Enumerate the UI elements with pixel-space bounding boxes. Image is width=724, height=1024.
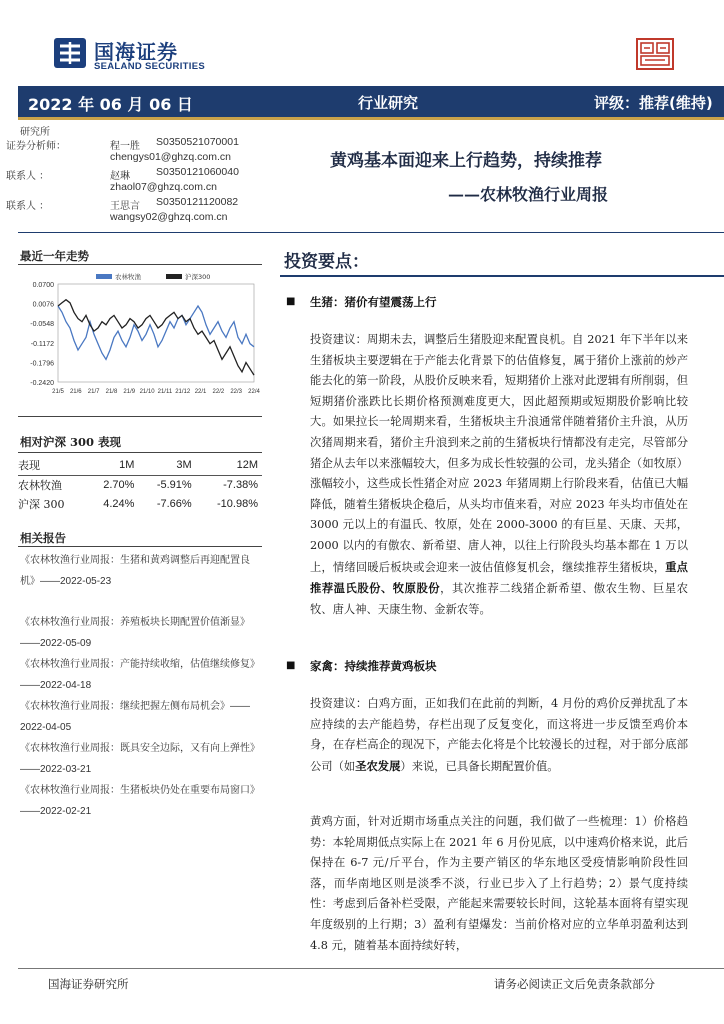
section-divider [280,275,724,277]
perf-divider [18,452,262,453]
logo-mark-icon [52,36,88,70]
series-line-agriculture [58,306,254,359]
report-link-text: 《农林牧渔行业周报：产能持续收缩，估值继续修复》 [20,659,260,670]
legend-swatch [166,274,182,279]
table-cell: -7.66% [156,497,192,510]
analyst-code: S0350121060040 [156,166,239,178]
x-tick-label: 21/12 [175,389,191,395]
analyst-name: 程一胜 [110,141,140,152]
table-header-cell: 3M [138,456,195,475]
report-rating: 评级：推荐(维持) [594,94,713,112]
x-tick-label: 21/6 [69,389,82,395]
bullet-square-icon: ■ [286,660,296,671]
poultry-paragraph-tail: ）来说，已具备长期配置价值。 [400,759,559,773]
table-header-row [18,456,262,475]
table-cell: 沪深 300 [18,497,65,511]
table-header-cell: 1M [87,456,139,475]
report-link[interactable] [20,612,264,654]
company-logo [52,36,207,74]
legend-label: 沪深300 [185,273,211,281]
x-tick-label: 21/8 [105,389,118,395]
table-cell: -5.91% [156,478,192,491]
pig-heading: 生猪：猪价有望震荡上行 [310,295,437,309]
pig-paragraph-tail: ，其次推荐二线猪企新希望、傲农生物、巨星农牧、唐人神、天康生物、金新农等。 [310,582,688,616]
footer-disclaimer: 请务必阅读正文后免责条款部分 [494,977,655,991]
header-divider [18,232,724,233]
analyst-email: zhaol07@ghzq.com.cn [110,181,217,193]
analyst-role: 联系人 ： [6,201,50,212]
y-tick-label: -0.0548 [30,321,54,329]
x-tick-label: 22/4 [248,389,260,395]
performance-table [18,456,262,513]
report-title: 黄鸡基本面迎来上行趋势，持续推荐 [330,151,602,171]
analyst-role: 证券分析师： [6,141,66,152]
poultry-paragraph-1 [310,694,688,777]
legend-swatch [96,274,112,279]
x-tick-label: 22/3 [230,389,243,395]
y-tick-label: 0.0700 [32,282,54,289]
analyst-email: wangsy02@ghzq.com.cn [110,211,228,223]
header-banner [18,86,724,120]
trend-title: 最近一年走势 [20,249,89,263]
footer-divider [18,968,724,969]
report-link[interactable] [20,550,264,592]
poultry-paragraph-bold: 圣农发展 [355,758,401,773]
report-date: 2022 年 06 月 06 日 [28,95,193,114]
report-link-text: 《农林牧渔行业周报：既具安全边际，又有向上弹性》 [20,743,260,754]
x-tick-label: 22/2 [212,389,225,395]
y-tick-label: 0.0076 [32,301,54,309]
analyst-name: 赵琳 [110,171,130,182]
bullet-square-icon: ■ [286,296,296,307]
x-tick-label: 21/10 [139,389,155,395]
report-link-text: 《农林牧渔行业周报：生猪和黄鸡调整后再迎配置良机》 [20,555,250,587]
pig-paragraph-text: 投资建议：周期未去，调整后生猪股迎来配置良机。自 2021 年下半年以来生猪板块主要逻辑在于产能去化背景下的估值修复，属于猪价上涨前的炒产能去化的第一阶段，从股价反映来看，短期猪价上涨对此逻辑有所削弱，但短期猪价涨跌比长期价格预测难度更大，因此超预期或短期股价影响比较大。如果拉长一轮周期来看，生猪板块主升浪通常伴随着猪价主升浪，从历次猪周期来看，猪价主升浪到来之前的生猪板块行情都没有走完，尽管部分猪企从去年以来涨幅较大，但多为成长性较强的公司，龙头猪企（如牧原）涨幅较小，这些成长性猪企对应 2023 年猪周期上行阶段来看，估值已大幅降低，随着生猪板块企稳后，从头均市值来看，对应 2023 年头均市值处在 3000 元以上的有温氏、牧原，处在 2000-3000 的有巨星、天康、天邦，2000 以内的有傲农、新希望、唐人神，以往上行阶段头均基本都在 1 万以上，情绪回暖后板块或会迎来一波估值修复机会，继续推荐生猪板块， [310,333,688,574]
reports-title: 相关报告 [20,531,66,545]
report-link[interactable] [20,738,264,780]
report-subtitle: ——农林牧渔行业周报 [448,185,609,204]
x-tick-label: 21/7 [87,389,100,395]
analyst-email: chengys01@ghzq.com.cn [110,151,231,163]
report-link[interactable] [20,696,264,738]
section-title: 投资要点： [284,252,369,272]
analyst-role: 联系人 ： [6,171,50,182]
footer-left: 国海证券研究所 [48,977,129,991]
table-row [18,494,262,513]
x-tick-label: 22/1 [194,389,207,395]
pig-paragraph-bold: 重点推荐温氏股份、牧原股份 [310,559,688,596]
pig-paragraph [310,330,688,620]
chart-bottom-divider [18,416,262,417]
report-link[interactable] [20,780,264,822]
trend-divider [18,264,262,265]
report-link-text: 《农林牧渔行业周报：养殖板块长期配置价值渐显》 [20,617,250,628]
logo-text-cn: 国海证券 [94,40,178,64]
research-stamp-icon [636,38,674,70]
x-tick-label: 21/9 [123,389,136,395]
poultry-paragraph-2: 黄鸡方面，针对近期市场重点关注的问题，我们做了一些梳理：1）价格趋势：本轮周期低点实际上在 2021 年 6 月份见底，以中速鸡价格来说，此后保持在 6-7 元/斤平台，作为主要产销区的华东地区受疫情影响阶段性回落，而华南地区则是淡季不淡，行业已步入了上行趋势；2）景气度持续性：考虑到后备补栏受限，产能起来需要较长时间，这轮基本面将有望实现年度级别的上行期；3）盈利有望爆发：当前价格对应的立华单羽盈利达到 4.8 元，随着基本面持续好转， [310,815,688,952]
y-tick-label: -0.1796 [30,360,54,368]
table-cell: -10.98% [217,497,258,510]
report-link-date: ——2022-05-09 [20,638,92,649]
series-line-hs300 [58,300,254,375]
report-link-date: ——2022-04-05 [20,701,250,733]
trend-chart [18,268,262,398]
institute-label: 研究所 [20,127,50,138]
table-header-cell: 12M [196,456,262,475]
report-link-date: ——2022-05-23 [40,576,112,587]
poultry-heading: 家禽：持续推荐黄鸡板块 [310,659,437,673]
report-link-text: 《农林牧渔行业周报：继续把握左侧布局机会》 [20,701,230,712]
report-link-date: ——2022-02-21 [20,806,92,817]
table-cell: 4.24% [103,497,135,510]
analyst-code: S0350521070001 [156,136,239,148]
report-link-date: ——2022-03-21 [20,764,92,775]
table-cell: 农林牧渔 [18,478,62,492]
report-link-date: ——2022-04-18 [20,680,92,691]
table-row [18,475,262,494]
report-category: 行业研究 [358,94,419,112]
table-header-cell: 表现 [18,456,87,475]
poultry-paragraph-text: 投资建议：白鸡方面，正如我们在此前的判断，4 月份的鸡价反弹扰乱了本应持续的去产能趋势，存栏出现了反复变化，而这将进一步反馈至鸡价本身，在存栏高企的现况下，产能去化将是个比较漫长的过程，对于部分底部公司（如 [310,697,688,773]
report-link-text: 《农林牧渔行业周报：生猪板块仍处在重要布局窗口》 [20,785,260,796]
table-cell: -7.38% [223,478,258,491]
logo-text-en: SEALAND SECURITIES [94,61,205,72]
x-tick-label: 21/11 [157,389,173,395]
x-tick-label: 21/5 [52,389,64,395]
report-link[interactable] [20,654,264,696]
perf-title: 相对沪深 300 表现 [20,435,122,449]
reports-divider [18,546,262,547]
y-tick-label: -0.2420 [30,380,54,387]
y-tick-label: -0.1172 [30,340,54,348]
table-cell: 2.70% [103,478,135,491]
analyst-name: 王思言 [110,201,140,212]
analyst-code: S0350121120082 [156,196,239,208]
legend-label: 农林牧渔 [115,273,141,281]
